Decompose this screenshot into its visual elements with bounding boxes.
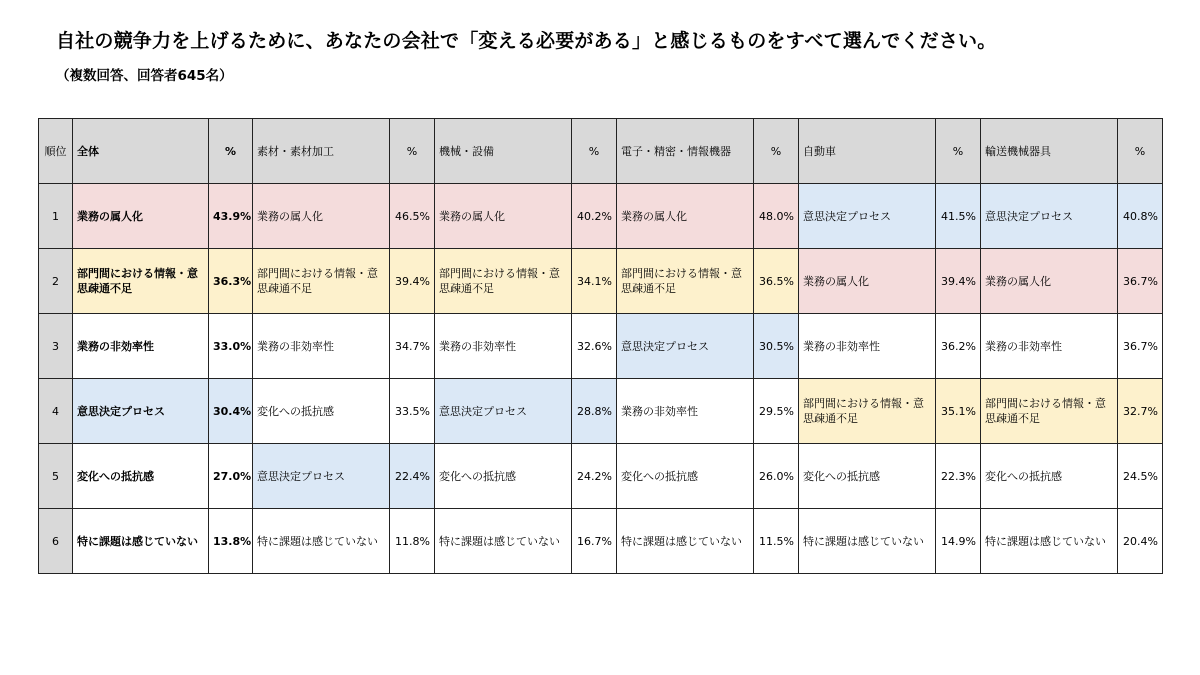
percent-cell: 36.7% [1118, 314, 1163, 379]
header-overall: 全体 [73, 119, 209, 184]
percent-cell: 29.5% [754, 379, 799, 444]
percent-cell: 24.2% [572, 444, 617, 509]
header-materials-pct: % [390, 119, 435, 184]
item-cell: 業務の非効率性 [73, 314, 209, 379]
item-cell: 部門間における情報・意思疎通不足 [253, 249, 390, 314]
percent-cell: 26.0% [754, 444, 799, 509]
percent-cell: 40.2% [572, 184, 617, 249]
header-machinery-pct: % [572, 119, 617, 184]
item-cell: 特に課題は感じていない [73, 509, 209, 574]
percent-cell: 39.4% [936, 249, 981, 314]
header-overall-pct: % [209, 119, 253, 184]
percent-cell: 27.0% [209, 444, 253, 509]
item-cell: 変化への抵抗感 [981, 444, 1118, 509]
header-electronics: 電子・精密・情報機器 [617, 119, 754, 184]
table-row [39, 184, 1163, 249]
percent-cell: 33.5% [390, 379, 435, 444]
percent-cell: 35.1% [936, 379, 981, 444]
rank-cell: 2 [39, 249, 73, 314]
percent-cell: 11.5% [754, 509, 799, 574]
table-row [39, 249, 1163, 314]
item-cell: 業務の属人化 [253, 184, 390, 249]
table-row [39, 444, 1163, 509]
item-cell: 変化への抵抗感 [73, 444, 209, 509]
item-cell: 特に課題は感じていない [253, 509, 390, 574]
item-cell: 業務の非効率性 [617, 379, 754, 444]
table-body [39, 184, 1163, 574]
item-cell: 業務の属人化 [981, 249, 1118, 314]
item-cell: 特に課題は感じていない [435, 509, 572, 574]
item-cell: 特に課題は感じていない [617, 509, 754, 574]
percent-cell: 30.5% [754, 314, 799, 379]
item-cell: 部門間における情報・意思疎通不足 [981, 379, 1118, 444]
header-rank: 順位 [39, 119, 73, 184]
table-row [39, 509, 1163, 574]
rank-cell: 4 [39, 379, 73, 444]
percent-cell: 48.0% [754, 184, 799, 249]
item-cell: 意思決定プロセス [799, 184, 936, 249]
percent-cell: 24.5% [1118, 444, 1163, 509]
item-cell: 変化への抵抗感 [799, 444, 936, 509]
item-cell: 変化への抵抗感 [617, 444, 754, 509]
table-row [39, 314, 1163, 379]
item-cell: 意思決定プロセス [73, 379, 209, 444]
percent-cell: 40.8% [1118, 184, 1163, 249]
item-cell: 業務の属人化 [617, 184, 754, 249]
item-cell: 変化への抵抗感 [253, 379, 390, 444]
item-cell: 変化への抵抗感 [435, 444, 572, 509]
rank-cell: 5 [39, 444, 73, 509]
rank-cell: 1 [39, 184, 73, 249]
item-cell: 部門間における情報・意思疎通不足 [435, 249, 572, 314]
item-cell: 意思決定プロセス [435, 379, 572, 444]
percent-cell: 46.5% [390, 184, 435, 249]
item-cell: 特に課題は感じていない [799, 509, 936, 574]
percent-cell: 30.4% [209, 379, 253, 444]
percent-cell: 33.0% [209, 314, 253, 379]
percent-cell: 11.8% [390, 509, 435, 574]
survey-results-table [38, 118, 1163, 574]
page-title: 自社の競争力を上げるために、あなたの会社で「変える必要がある」と感じるものをすべて選んでください。 [56, 30, 997, 52]
item-cell: 業務の属人化 [435, 184, 572, 249]
header-transport: 輸送機械器具 [981, 119, 1118, 184]
item-cell: 業務の非効率性 [981, 314, 1118, 379]
item-cell: 意思決定プロセス [617, 314, 754, 379]
item-cell: 部門間における情報・意思疎通不足 [799, 379, 936, 444]
item-cell: 部門間における情報・意思疎通不足 [617, 249, 754, 314]
item-cell: 業務の非効率性 [253, 314, 390, 379]
percent-cell: 36.2% [936, 314, 981, 379]
percent-cell: 14.9% [936, 509, 981, 574]
percent-cell: 32.6% [572, 314, 617, 379]
percent-cell: 36.3% [209, 249, 253, 314]
header-transport-pct: % [1118, 119, 1163, 184]
percent-cell: 32.7% [1118, 379, 1163, 444]
item-cell: 意思決定プロセス [253, 444, 390, 509]
item-cell: 業務の属人化 [73, 184, 209, 249]
percent-cell: 34.7% [390, 314, 435, 379]
item-cell: 意思決定プロセス [981, 184, 1118, 249]
item-cell: 業務の属人化 [799, 249, 936, 314]
header-automobile: 自動車 [799, 119, 936, 184]
percent-cell: 16.7% [572, 509, 617, 574]
table-row [39, 379, 1163, 444]
percent-cell: 34.1% [572, 249, 617, 314]
percent-cell: 22.3% [936, 444, 981, 509]
header-electronics-pct: % [754, 119, 799, 184]
percent-cell: 28.8% [572, 379, 617, 444]
percent-cell: 36.5% [754, 249, 799, 314]
page-subtitle: （複数回答、回答者645名） [56, 68, 233, 84]
percent-cell: 39.4% [390, 249, 435, 314]
header-materials: 素材・素材加工 [253, 119, 390, 184]
percent-cell: 20.4% [1118, 509, 1163, 574]
percent-cell: 36.7% [1118, 249, 1163, 314]
rank-cell: 3 [39, 314, 73, 379]
rank-cell: 6 [39, 509, 73, 574]
percent-cell: 13.8% [209, 509, 253, 574]
item-cell: 特に課題は感じていない [981, 509, 1118, 574]
header-machinery: 機械・設備 [435, 119, 572, 184]
percent-cell: 22.4% [390, 444, 435, 509]
header-automobile-pct: % [936, 119, 981, 184]
item-cell: 業務の非効率性 [799, 314, 936, 379]
item-cell: 部門間における情報・意思疎通不足 [73, 249, 209, 314]
percent-cell: 41.5% [936, 184, 981, 249]
table-header-row [39, 119, 1163, 184]
percent-cell: 43.9% [209, 184, 253, 249]
item-cell: 業務の非効率性 [435, 314, 572, 379]
